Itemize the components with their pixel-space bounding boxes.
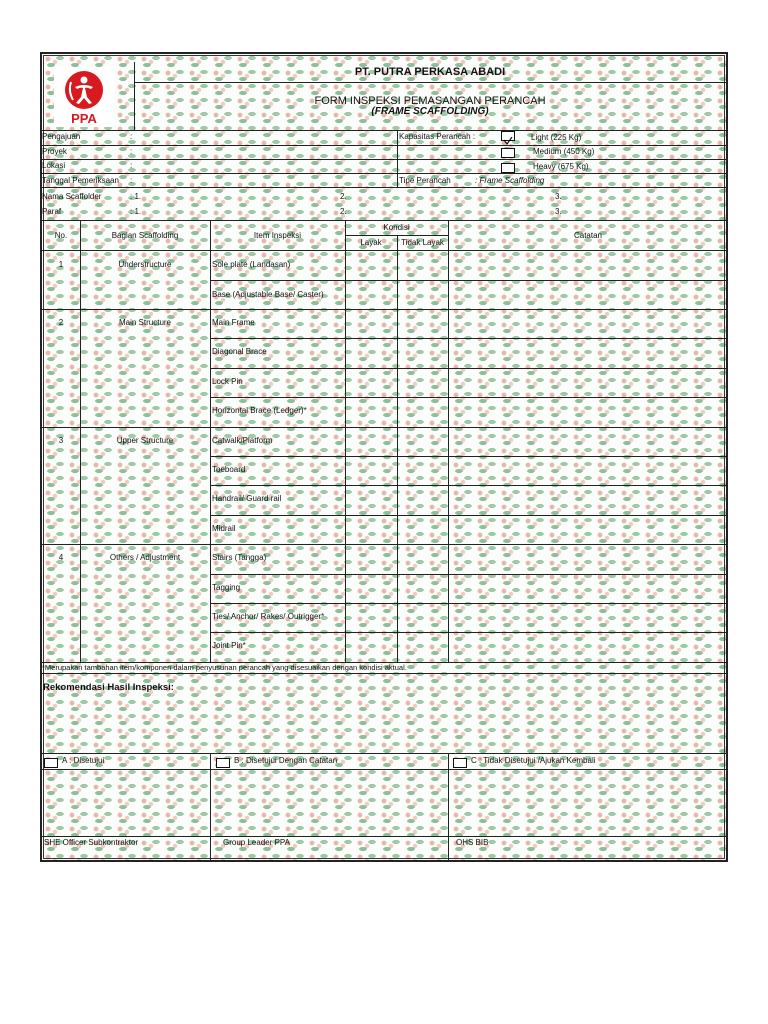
section-no: 2 xyxy=(58,318,64,327)
section-name: Others / Adjustment xyxy=(109,553,181,562)
form-subtitle: (FRAME SCAFFOLDING) xyxy=(371,106,489,117)
section-no: 4 xyxy=(58,553,64,562)
header-layak: Layak xyxy=(360,238,382,247)
ppa-logo-icon xyxy=(54,67,114,127)
paraf-3: 3. xyxy=(555,207,562,216)
checkbox-option-b[interactable] xyxy=(216,758,230,768)
header-item: Item Inspeksi xyxy=(253,231,302,240)
checkbox-option-c[interactable] xyxy=(453,758,467,768)
recommendation-title: Rekomendasi Hasil Inspeksi: xyxy=(43,682,174,693)
item-inspeksi: Midrail xyxy=(212,524,236,533)
scaffolder-3: 3. xyxy=(555,192,562,201)
cap-heavy-label: Heavy (675 Kg) xyxy=(533,162,589,171)
item-inspeksi: Main Frame xyxy=(212,318,255,327)
colon: : xyxy=(130,132,133,141)
header-tidak-layak: Tidak Layak xyxy=(401,238,444,247)
item-inspeksi: Ties/ Anchor/ Rakes/ Outrigger* xyxy=(212,612,325,621)
logo-text: PPA xyxy=(71,111,97,126)
label-proyek: Proyek xyxy=(42,147,67,156)
label-tanggal: Tanggal Pemeriksaan xyxy=(42,176,119,185)
item-inspeksi: Horizontal Brace (Ledger)* xyxy=(212,406,307,415)
checkbox-light[interactable] xyxy=(501,131,515,141)
item-inspeksi: Lock Pin xyxy=(212,377,243,386)
section-no: 1 xyxy=(58,260,64,269)
option-c-label: C : Tidak Disetujui /Ajukan Kembali xyxy=(471,756,596,765)
label-lokasi: Lokasi xyxy=(42,161,66,170)
section-name: Main Structure xyxy=(118,318,172,327)
option-a-label: A : Disetujui xyxy=(62,756,105,765)
checkbox-medium[interactable] xyxy=(501,148,515,158)
signature-group-leader: Group Leader PPA xyxy=(223,838,291,847)
colon: : xyxy=(130,147,133,156)
header-no: No. xyxy=(54,231,68,240)
item-inspeksi: Diagonal Brace xyxy=(212,347,267,356)
label-pengajuan: Pengajuan xyxy=(42,132,81,141)
form-title: FORM INSPEKSI PEMASANGAN PERANCAH xyxy=(314,95,546,107)
company-name: PT. PUTRA PERKASA ABADI xyxy=(354,66,506,78)
signature-ohs: OHS BIB xyxy=(456,838,489,847)
cap-medium-label: Medium (450 Kg) xyxy=(533,147,595,156)
label-kapasitas: Kapasitas Perancah : xyxy=(399,132,476,141)
checkmark-icon xyxy=(502,137,514,145)
section-name: Understructure xyxy=(118,260,172,269)
checkbox-option-a[interactable] xyxy=(44,758,58,768)
header-bagian: Bagian Scaffolding xyxy=(111,231,179,240)
scaffolder-2: 2. xyxy=(340,192,347,201)
cap-light-label: Light (225 Kg) xyxy=(531,133,582,142)
label-paraf: Paraf xyxy=(42,207,62,216)
option-b-label: B : Disetujui Dengan Catatan xyxy=(234,756,338,765)
label-tipe: Tipe Perancah xyxy=(399,176,451,185)
signature-she-officer: SHE Officer Subkontraktor xyxy=(44,838,139,847)
label-nama-scaffolder: Nama Scaffolder xyxy=(42,192,102,201)
item-inspeksi: Catwalk/Platform xyxy=(212,436,273,445)
item-inspeksi: Handrail/ Guard rail xyxy=(212,494,282,503)
tipe-value: : Frame Scaffolding xyxy=(475,176,545,185)
section-no: 3 xyxy=(58,436,64,445)
item-inspeksi: Toeboard xyxy=(212,465,246,474)
item-inspeksi: Tagging xyxy=(212,583,241,592)
colon: : xyxy=(130,176,133,185)
scaffolder-1: : 1. xyxy=(130,192,142,201)
paraf-1: : 1. xyxy=(130,207,142,216)
item-inspeksi: Joint Pin* xyxy=(212,641,246,650)
item-inspeksi: Stairs (Tangga) xyxy=(212,553,267,562)
item-inspeksi: Base (Adjustable Base/ Caster) xyxy=(212,290,324,299)
item-inspeksi: Sole plate (Landasan) xyxy=(212,260,291,269)
header-kondisi: Kondisi xyxy=(383,223,410,232)
form-inner-border xyxy=(43,55,725,859)
company-logo xyxy=(54,67,114,127)
colon: : xyxy=(130,161,133,170)
paraf-2: 2. xyxy=(340,207,347,216)
section-name: Upper Structure xyxy=(116,436,174,445)
header-catatan: Catatan xyxy=(573,231,603,240)
footnote: *Merupakan tambahan item/komponen dalam penyusunan perancah yang disesuaikan dengan kondisi aktual. xyxy=(42,663,407,672)
checkbox-heavy[interactable] xyxy=(501,163,515,173)
